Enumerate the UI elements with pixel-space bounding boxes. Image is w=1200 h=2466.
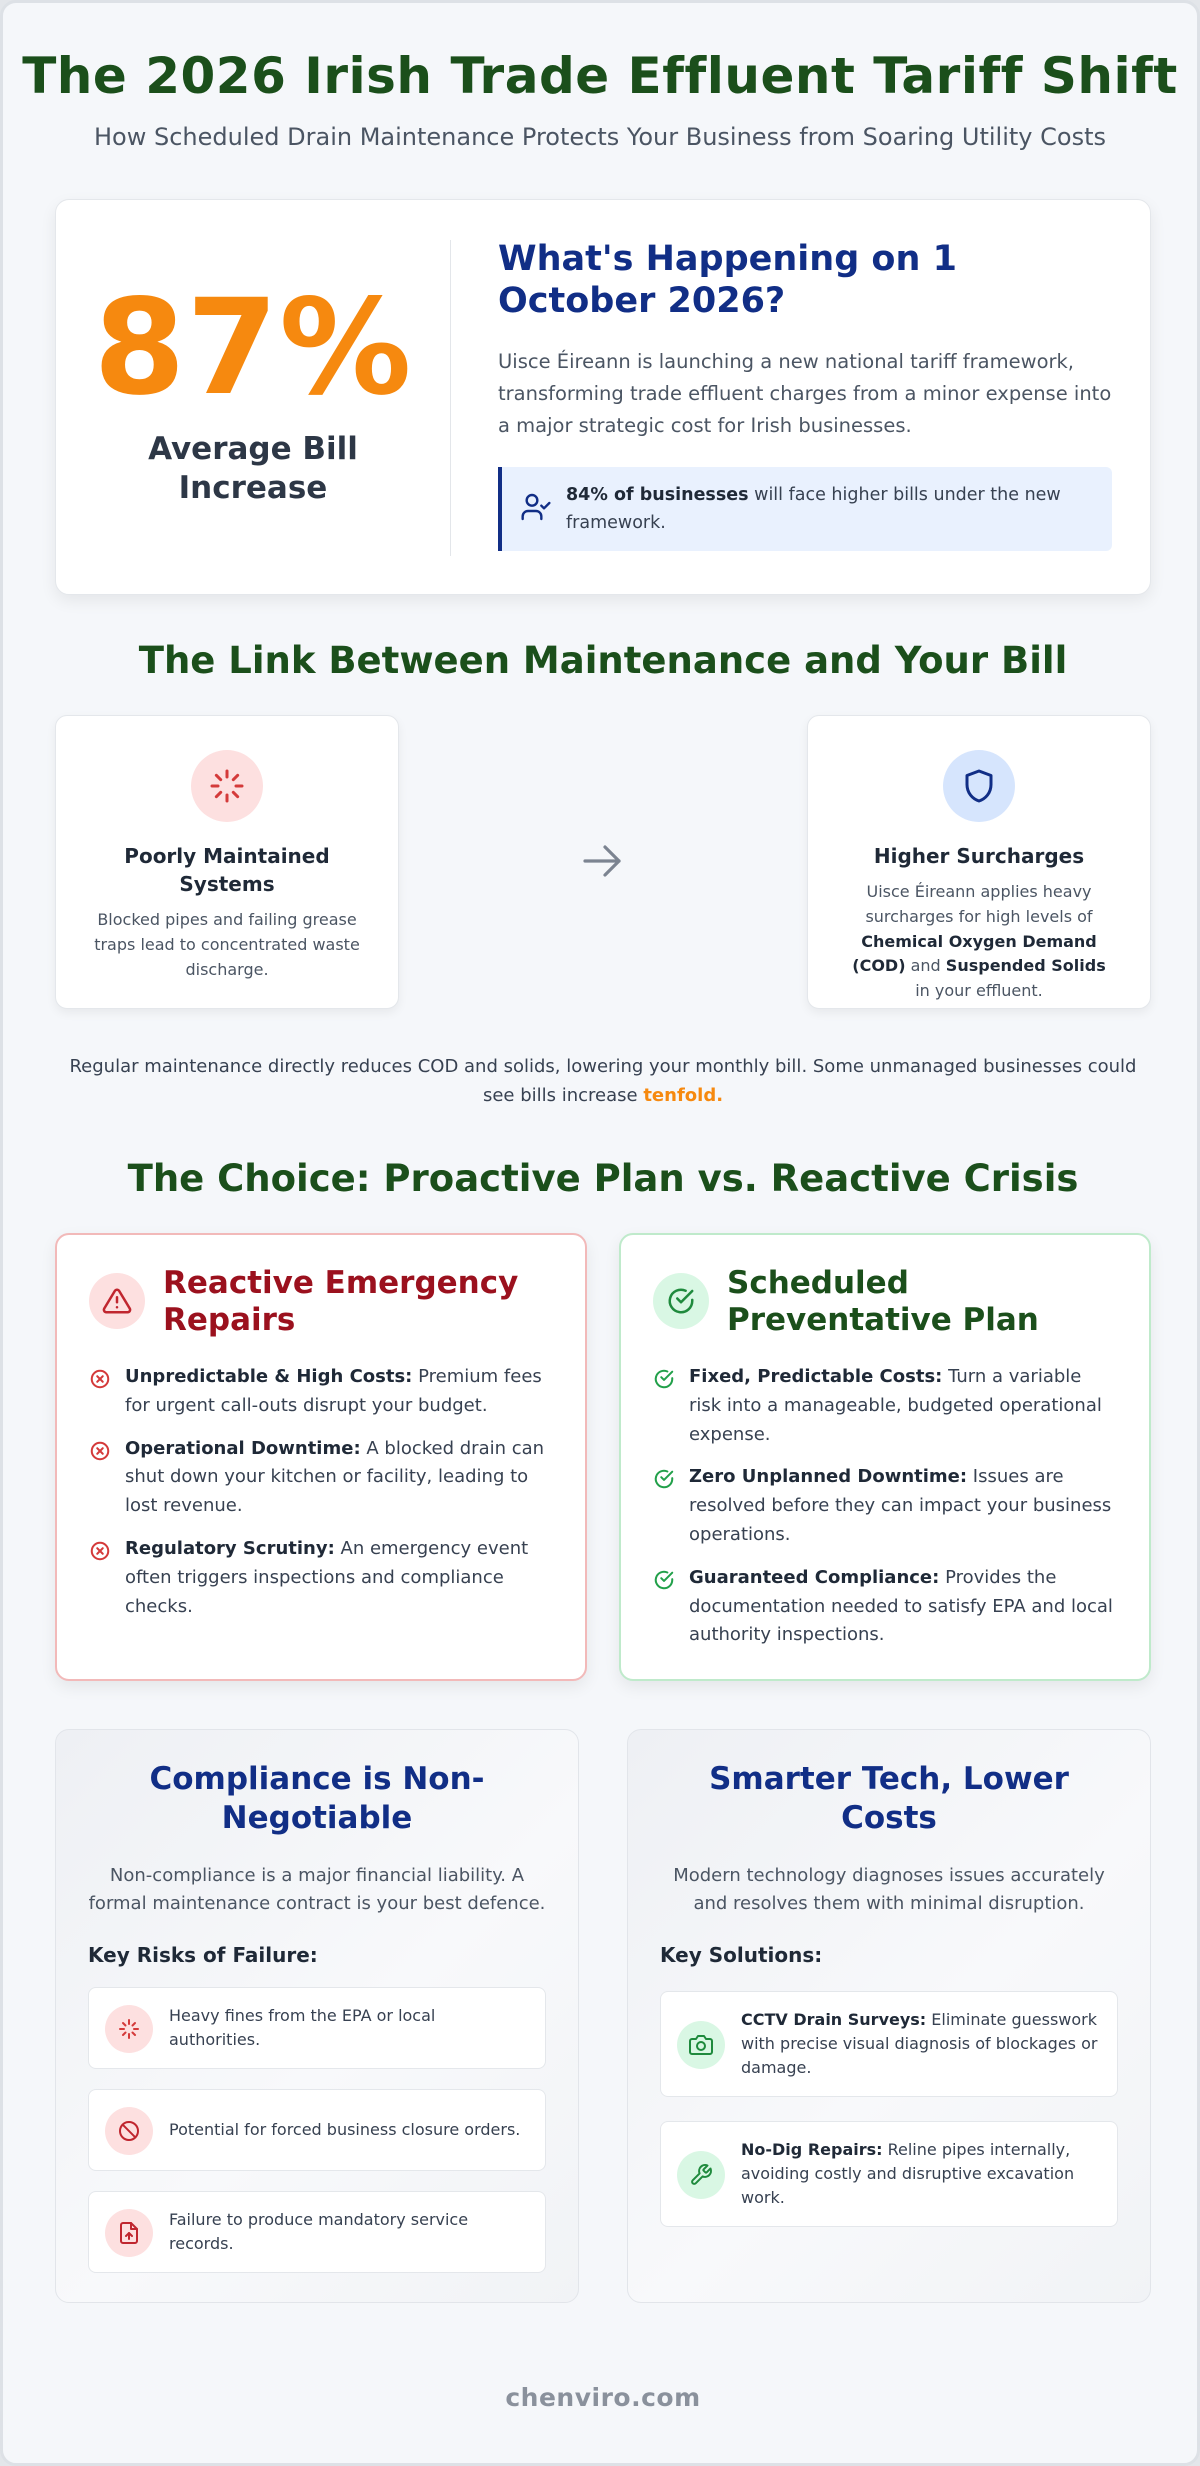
- preventative-plan-card: [619, 1233, 1151, 1681]
- compliance-title: Compliance is Non-Negotiable: [149, 1761, 485, 1836]
- hero-divider: [450, 240, 451, 556]
- preventative-list: [653, 1363, 1119, 1664]
- list-item-bold: Fixed, Predictable Costs:: [689, 1366, 943, 1387]
- list-item-bold: Guaranteed Compliance:: [689, 1566, 940, 1588]
- shield-icon: [943, 750, 1015, 822]
- page-title: The 2026 Irish Trade Effluent Tariff Shift: [22, 47, 1178, 105]
- callout-text: will face higher bills under the new framework.: [566, 484, 1061, 533]
- solution-item: [660, 2121, 1118, 2227]
- link-note: Regular maintenance directly reduces COD and solids, lowering your monthly bill. Some unmanaged businesses could see bills increase tenfold.: [69, 1056, 1137, 1106]
- camera-icon: [677, 2021, 725, 2069]
- reactive-repairs-card: [55, 1233, 587, 1681]
- risk-item: [88, 2191, 546, 2273]
- tenfold-highlight: tenfold.: [643, 1084, 724, 1106]
- higher-surcharges-title: Higher Surcharges: [873, 844, 1085, 868]
- preventative-title: Scheduled Preventative Plan: [727, 1265, 1039, 1339]
- list-item-bold: Operational Downtime:: [125, 1437, 361, 1459]
- warning-triangle-icon: [89, 1273, 145, 1329]
- tech-title: Smarter Tech, Lower Costs: [709, 1761, 1069, 1836]
- poorly-maintained-title: Poorly Maintained Systems: [124, 844, 330, 896]
- list-item-text: Turn a variable risk into a manageable, budgeted operational expense.: [689, 1366, 1102, 1445]
- hero-stat-label: Average Bill Increase: [148, 431, 358, 506]
- preventative-header: [653, 1265, 1129, 1339]
- hero-stat-block: [56, 200, 450, 596]
- reactive-list: [89, 1363, 555, 1635]
- check-circle-icon: [653, 1569, 675, 1591]
- header: [3, 3, 1197, 151]
- page-subtitle: How Scheduled Drain Maintenance Protects Your Business from Soaring Utility Costs: [94, 123, 1106, 151]
- check-circle-icon: [653, 1368, 675, 1390]
- hero-text: Uisce Éireann is launching a new national tariff framework, transforming trade effluent charges from a minor expense into a major strategic cost for Irish businesses.: [498, 350, 1112, 438]
- hero-callout: [498, 467, 1112, 551]
- solution-text: Reline pipes internally, avoiding costly and disruptive excavation work.: [741, 2140, 1075, 2208]
- x-circle-icon: [89, 1440, 111, 1462]
- list-item-text: Issues are resolved before they can impact your business operations.: [689, 1466, 1112, 1545]
- list-item-bold: Regulatory Scrutiny:: [125, 1537, 335, 1559]
- list-item: [89, 1435, 555, 1521]
- wrench-icon: [677, 2151, 725, 2199]
- list-item-text: A blocked drain can shut down your kitchen or facility, leading to lost revenue.: [125, 1437, 545, 1517]
- solution-bold: No-Dig Repairs:: [741, 2140, 883, 2160]
- check-circle-icon: [653, 1468, 675, 1490]
- list-item-text: Provides the documentation needed to satisfy EPA and local authority inspections.: [689, 1566, 1113, 1646]
- list-item: [653, 1463, 1119, 1549]
- arrow-right-icon: [579, 837, 627, 885]
- x-circle-icon: [89, 1368, 111, 1390]
- poorly-maintained-card: [55, 715, 399, 1009]
- x-circle-icon: [89, 1540, 111, 1562]
- solution-text: Eliminate guesswork with precise visual diagnosis of blockages or damage.: [741, 2010, 1098, 2078]
- compliance-panel: [55, 1729, 579, 2303]
- risk-item: [88, 1987, 546, 2069]
- solution-bold: CCTV Drain Surveys:: [741, 2010, 927, 2030]
- poorly-maintained-text: Blocked pipes and failing grease traps lead to concentrated waste discharge.: [94, 910, 360, 979]
- hero-heading: What's Happening on 1 October 2026?: [498, 239, 957, 321]
- list-item-text: An emergency event often triggers inspections and compliance checks.: [125, 1537, 529, 1617]
- ban-icon: [105, 2107, 153, 2155]
- check-circle-icon: [653, 1273, 709, 1329]
- link-section-title: The Link Between Maintenance and Your Bill: [138, 639, 1068, 682]
- list-item-bold: Unpredictable & High Costs:: [125, 1366, 413, 1387]
- list-item: [89, 1535, 555, 1621]
- callout-bold: 84% of businesses: [566, 484, 749, 505]
- risk-item: [88, 2089, 546, 2171]
- footer-brand[interactable]: chenviro.com: [505, 2383, 701, 2412]
- hero-info-block: [498, 238, 1112, 551]
- hero-card: [55, 199, 1151, 595]
- risk-text: Failure to produce mandatory service records.: [169, 2210, 469, 2254]
- list-item: [653, 1363, 1119, 1449]
- compliance-text: Non-compliance is a major financial liability. A formal maintenance contract is your best defence.: [88, 1864, 546, 1915]
- list-item: [89, 1363, 555, 1421]
- file-upload-icon: [105, 2209, 153, 2257]
- compliance-subheading: Key Risks of Failure:: [88, 1943, 318, 1968]
- hero-stat-value: 87%: [93, 271, 413, 425]
- list-item-bold: Zero Unplanned Downtime:: [689, 1466, 968, 1488]
- list-item-text: Premium fees for urgent call-outs disrupt your budget.: [125, 1366, 542, 1416]
- tech-text: Modern technology diagnoses issues accurately and resolves them with minimal disruption.: [673, 1864, 1105, 1915]
- burst-icon: [105, 2005, 153, 2053]
- tech-panel: [627, 1729, 1151, 2303]
- risk-text: Heavy fines from the EPA or local authorities.: [169, 2006, 436, 2050]
- tech-subheading: Key Solutions:: [660, 1943, 823, 1968]
- list-item: [653, 1564, 1119, 1650]
- user-check-icon: [520, 491, 552, 523]
- solution-item: [660, 1991, 1118, 2097]
- higher-surcharges-text: Uisce Éireann applies heavy surcharges for high levels of Chemical Oxygen Demand (COD) and Suspended Solids in your effluent.: [852, 882, 1106, 1001]
- burst-icon: [191, 750, 263, 822]
- reactive-title: Reactive Emergency Repairs: [163, 1265, 519, 1339]
- choice-section-title: The Choice: Proactive Plan vs. Reactive Crisis: [127, 1157, 1079, 1200]
- risk-text: Potential for forced business closure orders.: [169, 2120, 521, 2140]
- higher-surcharges-card: [807, 715, 1151, 1009]
- reactive-header: [89, 1265, 565, 1339]
